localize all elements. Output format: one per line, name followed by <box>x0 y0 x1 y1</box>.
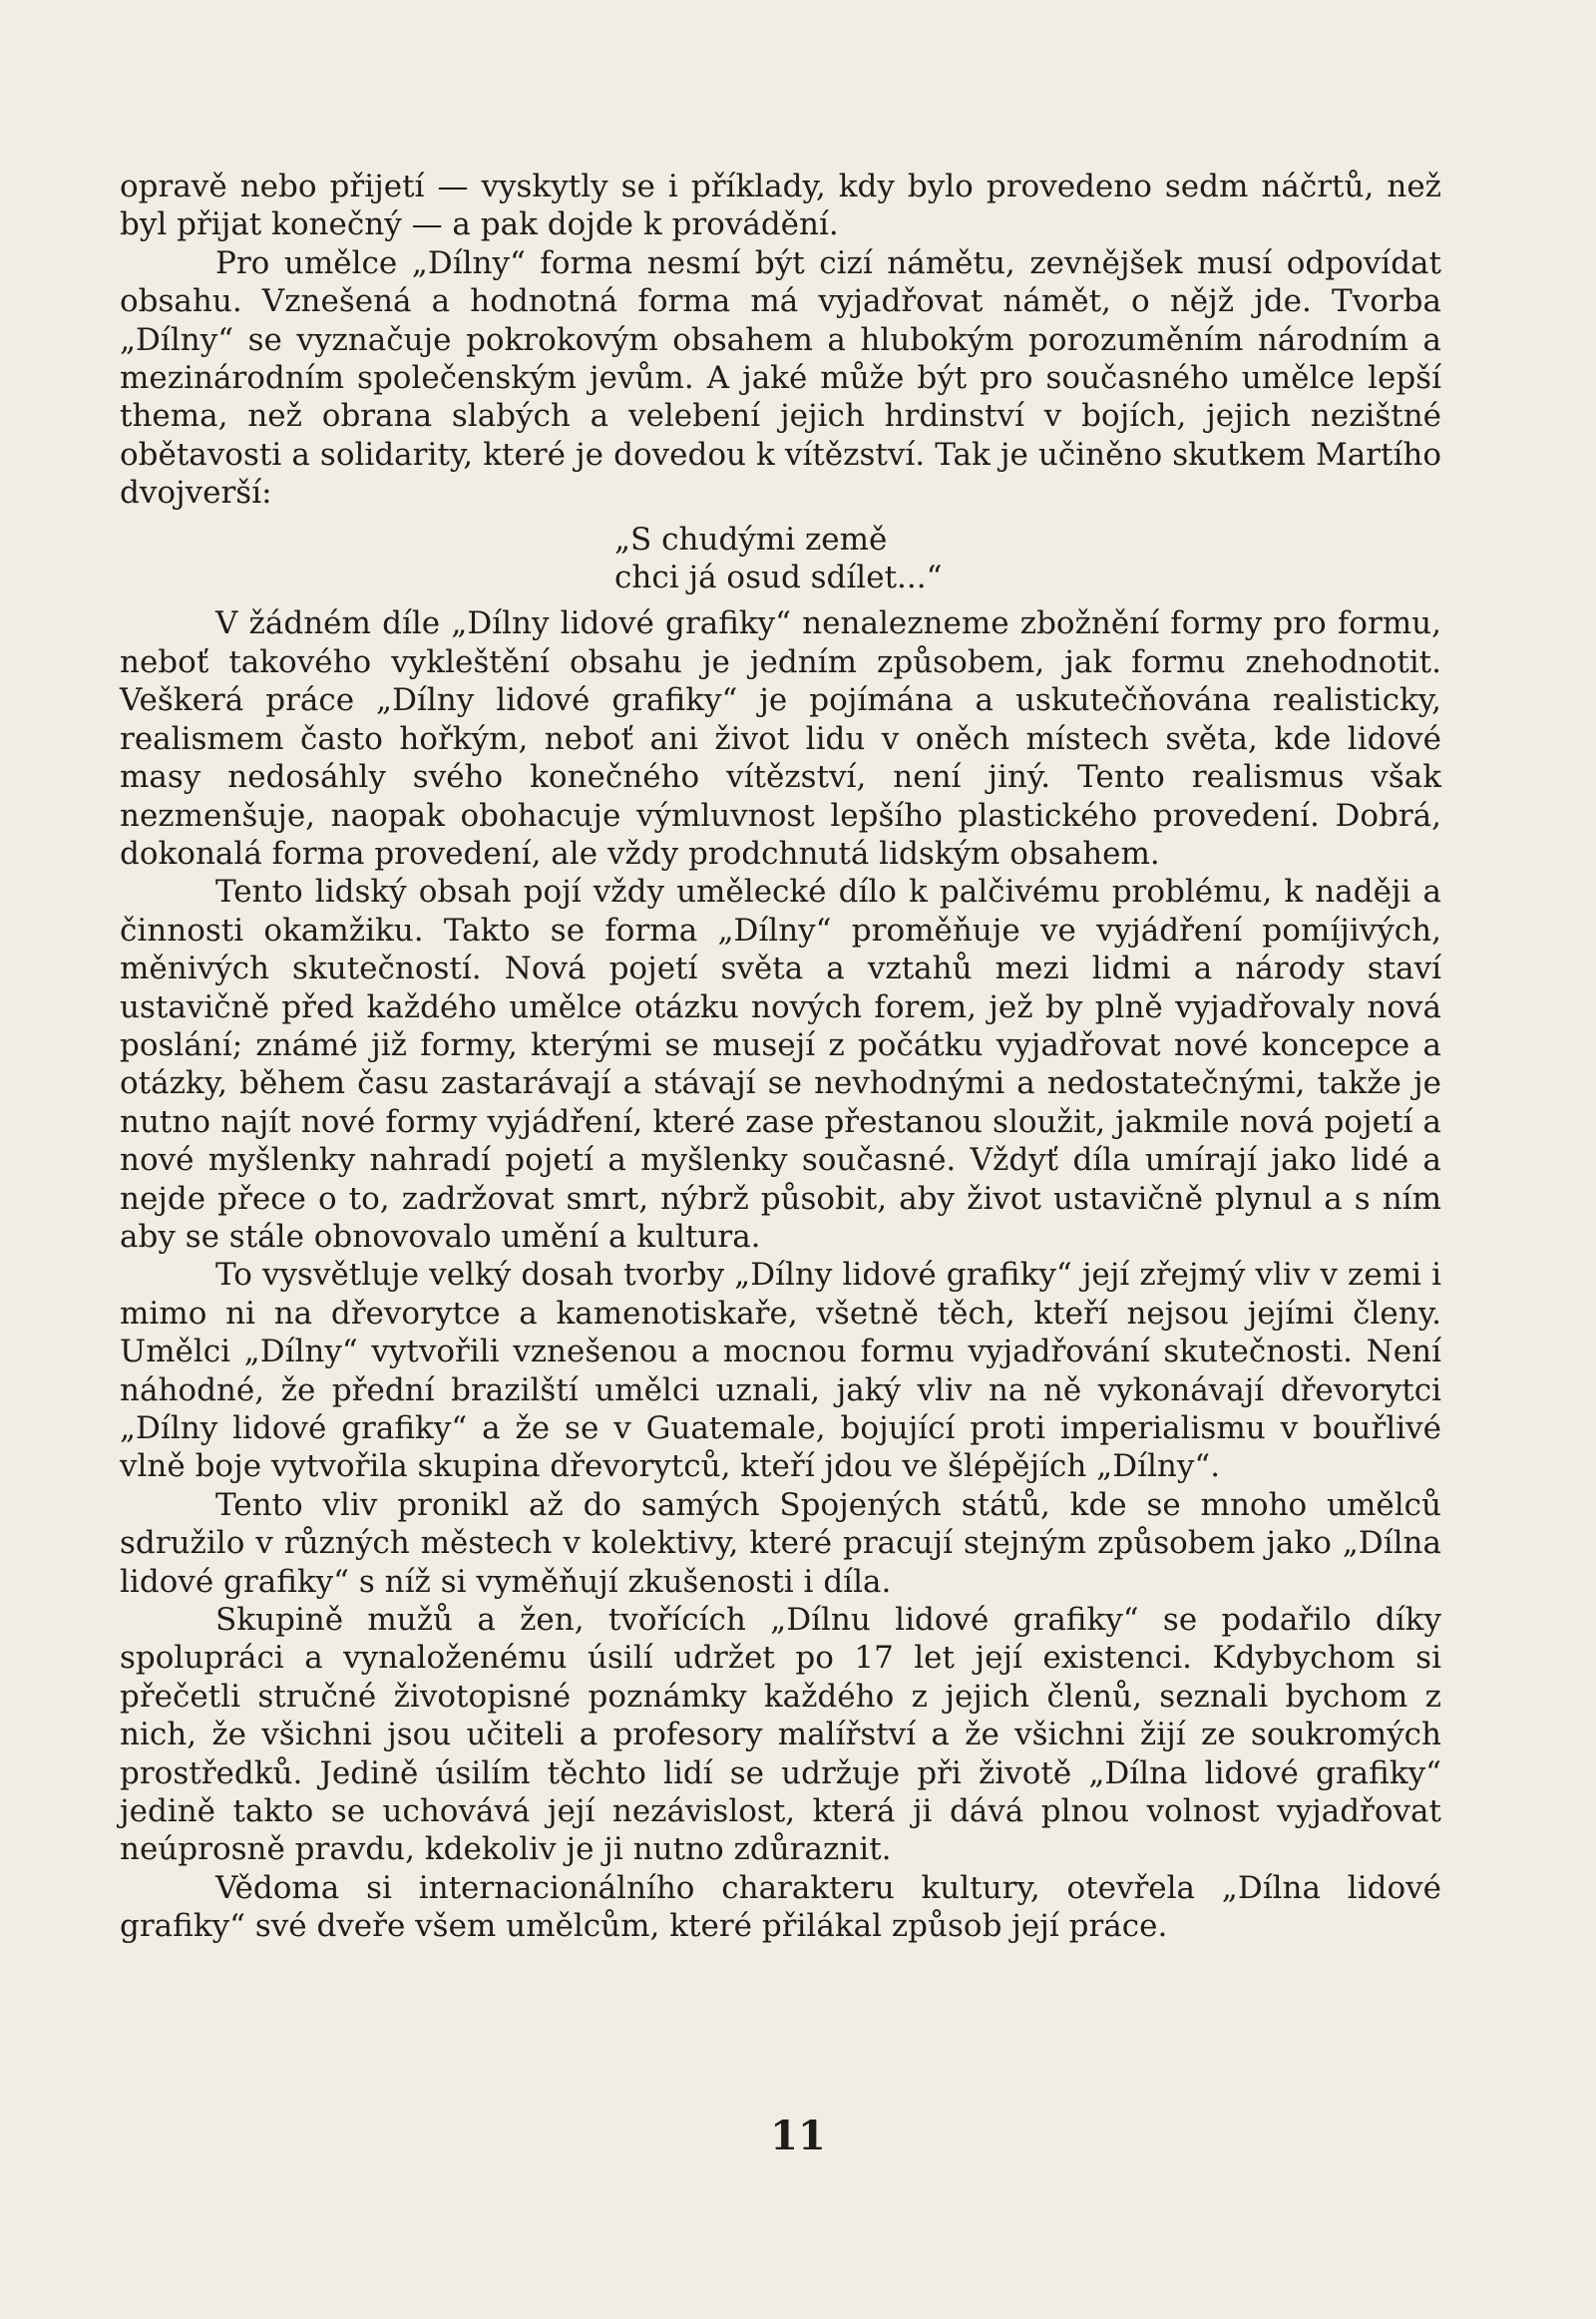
paragraph: Vědoma si internacionálního charakteru kultury, otevřela „Dílna lidové grafiky“ své dveře všem umělcům, které přilákal způsob její práce. <box>120 1869 1441 1945</box>
paragraph: Skupině mužů a žen, tvořících „Dílnu lidové grafiky“ se podařilo díky spolupráci a vynaloženému úsilí udržet po 17 let její existenci. Kdybychom si přečetli stručné životopisné poznámky každého z jejich členů, seznali bychom z nich, že všichni jsou učiteli a profesory malířství a že všichni žijí ze soukromých prostředků. Jedině úsilím těchto lidí se udržuje při životě „Dílna lidové grafiky“ jedině takto se uchovává její nezávislost, která ji dává plnou volnost vyjadřovat neúprosně pravdu, kdekoliv je ji nutno zdůraznit. <box>120 1602 1441 1868</box>
paragraph: To vysvětluje velký dosah tvorby „Dílny lidové grafiky“ její zřejmý vliv v zemi i mimo ni na dřevorytce a kamenotiskaře, všetně těch, kteří nejsou jejími členy. Umělci „Dílny“ vytvořili vznešenou a mocnou formu vyjadřování skutečnosti. Není náhodné, že přední brazilští umělci uznali, jaký vliv na ně vykonávají dřevorytci „Dílny lidové grafiky“ a že se v Guatemale, bojující proti imperialismu v bouřlivé vlně boje vytvořila skupina dřevorytců, kteří jdou ve šlépějích „Dílny“. <box>120 1257 1441 1485</box>
paragraph: opravě nebo přijetí — vyskytly se i příklady, kdy bylo provedeno sedm náčrtů, než byl přijat konečný — a pak dojde k provádění. <box>120 169 1441 243</box>
verse-quote <box>614 521 1441 597</box>
paragraph: Tento vliv pronikl až do samých Spojených států, kde se mnoho umělců sdružilo v různých městech v kolektivy, které pracují stejným způsobem jako „Dílna lidové grafiky“ s níž si vyměňují zkušenosti i díla. <box>120 1486 1441 1600</box>
paragraph: Tento lidský obsah pojí vždy umělecké dílo k palčivému problému, k naději a činnosti okamžiku. Takto se forma „Dílny“ proměňuje ve vyjádření pomíjivých, měnivých skutečností. Nová pojetí světa a vztahů mezi lidmi a národy staví ustavičně před každého umělce otázku nových forem, jež by plně vyjadřovaly nová poslání; známé již formy, kterými se musejí z počátku vyjadřovat nové koncepce a otázky, během času zastarávají a stávají se nevhodnými a nedostatečnými, takže je nutno najít nové formy vyjádření, které zase přestanou sloužit, jakmile nová pojetí a nové myšlenky nahradí pojetí a myšlenky současné. Vždyť díla umírají jako lidé a nejde přece o to, zadržovat smrt, nýbrž působit, aby život ustavičně plynul a s ním aby se stále obnovovalo umění a kultura. <box>120 874 1441 1255</box>
page-number: 11 <box>770 2113 826 2159</box>
body-text <box>120 168 1441 1946</box>
paragraph: V žádném díle „Dílny lidové grafiky“ nenalezneme zbožnění formy pro formu, neboť takového vykleštění obsahu je jedním způsobem, jak formu znehodnotit. Veškerá práce „Dílny lidové grafiky“ je pojímána a uskutečňována realisticky, realismem často hořkým, neboť ani život lidu v oněch místech světa, kde lidové masy nedosáhly svého konečného vítězství, není jiný. Tento realismus však nezmenšuje, naopak obohacuje výmluvnost lepšího plastického provedení. Dobrá, dokonalá forma provedení, ale vždy prodchnutá lidským obsahem. <box>120 605 1441 872</box>
verse-line: chci já osud sdílet...“ <box>614 560 943 596</box>
verse-line: „S chudými země <box>614 521 888 558</box>
paragraph: Pro umělce „Dílny“ forma nesmí být cizí námětu, zevnějšek musí odpovídat obsahu. Vznešená a hodnotná forma má vyjadřovat námět, o nějž jde. Tvorba „Dílny“ se vyznačuje pokrokovým obsahem a hlubokým porozuměním národním a mezinárodním společenským jevům. A jaké může být pro současného umělce lepší thema, než obrana slabých a velebení jejich hrdinství v bojích, jejich nezištné obětavosti a solidarity, které je dovedou k vítězství. Tak je učiněno skutkem Martího dvojverší: <box>120 244 1441 512</box>
